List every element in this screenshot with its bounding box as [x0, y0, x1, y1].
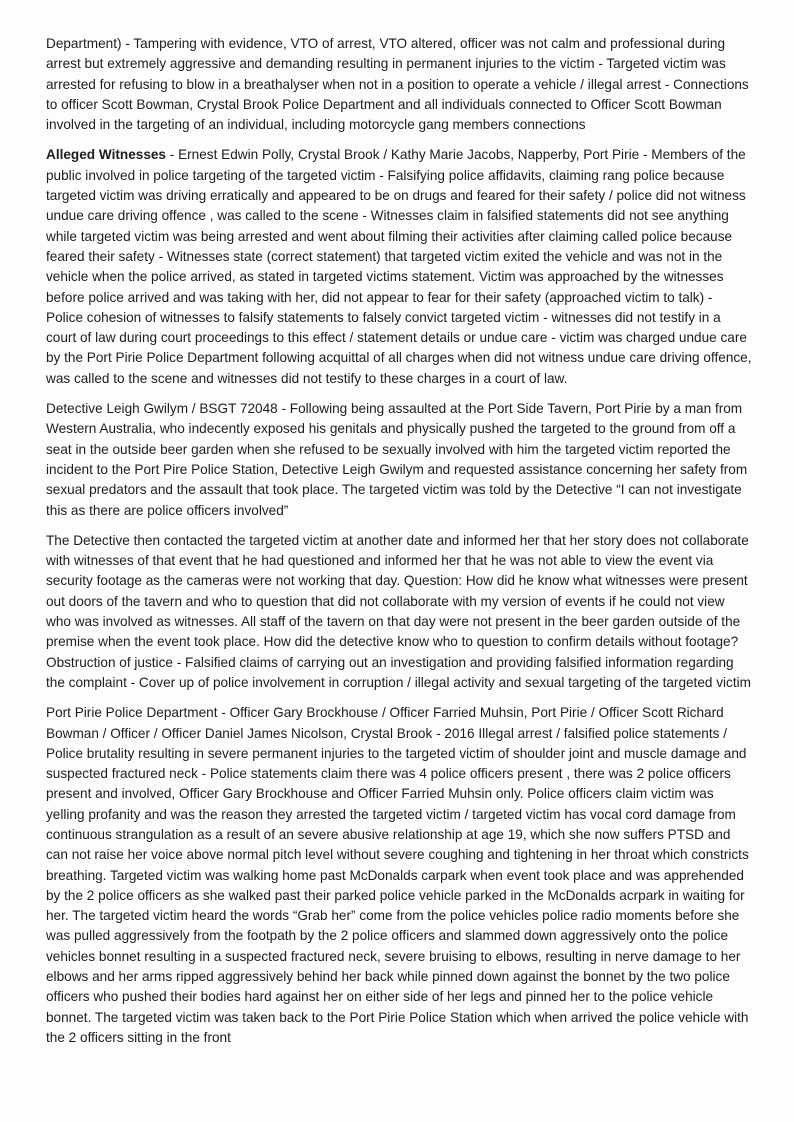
paragraph-detective-contact — [46, 531, 752, 693]
paragraph-text: The Detective then contacted the targeted victim at another date and informed her that her story does not collaborate with witnesses of that event that he had questioned and informed her that he was not able to view the event via security footage as the cameras were not working that day. Question: How did he know what witnesses were present out doors of the tavern and who to question that did not collaborate with my version of events if he could not view who was involved as witnesses. All staff of the tavern on that day were not present in the beer garden outside of the premise when the event took place. How did the detective know who to question to confirm details without footage? Obstruction of justice - Falsified claims of carrying out an investigation and providing falsified information regarding the complaint - Cover up of police involvement in corruption / illegal activity and sexual targeting of the targeted victim — [46, 532, 751, 690]
paragraph-port-pirie-police — [46, 703, 752, 1048]
paragraph-text: - Ernest Edwin Polly, Crystal Brook / Kathy Marie Jacobs, Napperby, Port Pirie - Members of the public involved in police targeting of the targeted victim - Falsifying police affidavits, claiming rang police because targeted victim was driving erratically and appeared to be on drugs and feared for their safety / police did not witness undue care driving offence , was called to the scene - Witnesses claim in falsified statements did not see anything while targeted victim was being arrested and went about filming their activities after claiming called police because feared their safety - Witnesses state (correct statement) that targeted victim exited the vehicle and was not in the vehicle when the police arrived, as stated in targeted victims statement. Victim was approached by the witnesses before police arrived and was taking with her, did not appear to fear for their safety (approached victim to talk) - Police cohesion of witnesses to falsify statements to falsely convict targeted victim - witnesses did not testify in a court of law during court proceedings to this effect / statement details or undue care - victim was charged undue care by the Port Pirie Police Department following acquittal of all charges when did not witness undue care driving offence, was called to the scene and witnesses did not testify to these charges in a court of law. — [46, 147, 752, 386]
paragraph-department-continuation — [46, 34, 752, 135]
paragraph-alleged-witnesses — [46, 145, 752, 389]
paragraph-text: Department) - Tampering with evidence, VTO of arrest, VTO altered, officer was not calm and professional during arrest but extremely aggressive and demanding resulting in permanent injuries to the victim - Targeted victim was arrested for refusing to blow in a breathalyser when not in a position to operate a vehicle / illegal arrest - Connections to officer Scott Bowman, Crystal Brook Police Department and all individuals connected to Officer Scott Bowman involved in the targeting of an individual, including motorcycle gang members connections — [46, 36, 749, 133]
paragraph-text: Detective Leigh Gwilym / BSGT 72048 - Following being assaulted at the Port Side Tavern, Port Pirie by a man from Western Australia, who indecently exposed his genitals and physically pushed the targeted to the ground from off a seat in the outside beer garden when she refused to be sexually involved with him the targeted victim reported the incident to the Port Pire Police Station, Detective Leigh Gwilym and requested assistance concerning her safety from sexual predators and the assault that took place. The targeted victim was told by the Detective “I can not investigate this as there are police officers involved” — [46, 401, 748, 518]
paragraph-heading: Alleged Witnesses — [46, 147, 166, 163]
paragraph-text: Port Pirie Police Department - Officer Gary Brockhouse / Officer Farried Muhsin, Port Pirie / Officer Scott Richard Bowman / Officer / Officer Daniel James Nicolson, Crystal Brook - 2016 Illegal arrest / falsified police statements / Police brutality resulting in severe permanent injuries to the targeted victim of shoulder joint and muscle damage and suspected fractured neck - Police statements claim there was 4 police officers present , there was 2 police officers present and involved, Officer Gary Brockhouse and Officer Farried Muhsin only. Police officers claim victim was yelling profanity and was the reason they arrested the targeted victim / targeted victim has vocal cord damage from continuous strangulation as a result of an severe abusive relationship at age 19, which she now suffers PTSD and can not raise her voice above normal pitch level without severe coughing and tightening in her throat which constricts breathing. Targeted victim was walking home past McDonalds carpark when event took place and was apprehended by the 2 police officers as she walked past their parked police vehicle parked in the McDonalds acrpark in waiting for her. The targeted victim heard the words “Grab her” come from the police vehicles police radio moments before she was pulled aggressively from the footpath by the 2 police officers and slammed down aggressively onto the police vehicles bonnet resulting in a suspected fractured neck, severe bruising to elbows, resulting in nerve damage to her elbows and her arms ripped aggressively behind her back while pinned down against the bonnet by the two police officers who pushed their bodies hard against her on either side of her legs and pinned her to the police vehicle bonnet. The targeted victim was taken back to the Port Pirie Police Station which when arrived the police vehicle with the 2 officers sitting in the front — [46, 705, 749, 1045]
paragraph-detective-leigh-gwilym — [46, 399, 752, 521]
document-body — [46, 34, 752, 1058]
